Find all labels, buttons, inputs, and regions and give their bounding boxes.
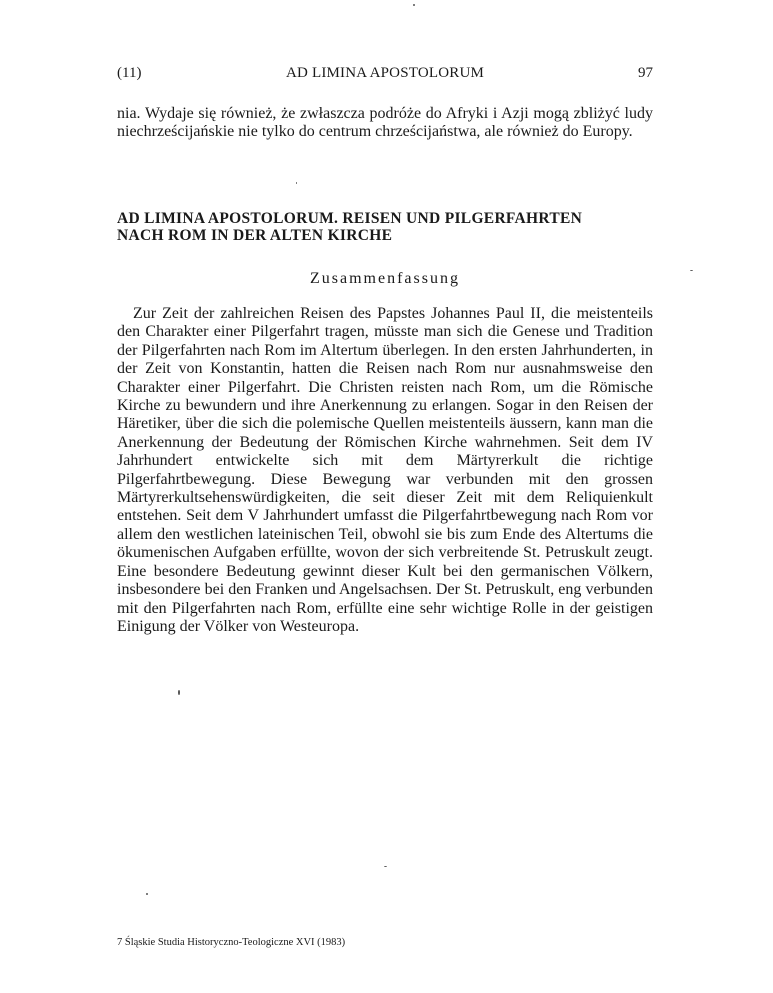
summary-heading: Zusammenfassung [310,270,460,287]
article-title-line-1: AD LIMINA APOSTOLORUM. REISEN UND PILGERFAHRTEN [117,210,583,227]
footnote: 7 Śląskie Studia Historyczno-Teologiczne XVI (1983) [117,937,346,948]
scan-speck [178,690,180,695]
running-header [117,65,653,85]
article-title-line-2: NACH ROM IN DER ALTEN KIRCHE [117,227,393,244]
scan-speck [296,182,297,184]
section-number: (11) [117,65,142,81]
summary-paragraph: Zur Zeit der zahlreichen Reisen des Papstes Johannes Paul II, die meistenteils den Charakter einer Pilgerfahrt tragen, müsste man sich die Genese und Tradition der Pilgerfahrten nach Rom im Altertum überlegen. In den ersten Jahrhunderten, in der Zeit von Konstantin, hatten die Reisen nach Rom nur ausnahmsweise den Charakter einer Pilgerfahrt. Die Christen reisten nach Rom, um die Römische Kirche zu bewundern und ihre Anerkennung zu erlangen. Sogar in den Reisen der Häretiker, über die sich die polemische Quellen meistenteils äussern, kann man die Anerkennung der Bedeutung der Römischen Kirche wahrnehmen. Seit dem IV Jahrhundert entwickelte sich mit dem Märtyrerkult die richtige Pilgerfahrtbewegung. Diese Bewegung war verbunden mit den grossen Märtyrerkultsehenswürdigkeiten, die seit dieser Zeit mit dem Reliquienkult entstehen. Seit dem V Jahrhundert umfasst die Pilgerfahrtbewegung nach Rom vor allem den westlichen lateinischen Teil, obwohl sie bis zum Ende des Altertums die ökumenischen Aufgaben erfüllte, wovon der sich verbreitende St. Petruskult zeugt. Eine besondere Bedeutung gewinnt dieser Kult bei den germanischen Völkern, insbesondere bei den Franken und Angelsachsen. Der St. Petruskult, eng verbunden mit den Pilgerfahrten nach Rom, erfüllte eine sehr wichtige Rolle in der geistigen Einigung der Völker von Westeuropa. [117,305,653,635]
intro-paragraph: nia. Wydaje się również, że zwłaszcza podróże do Afryki i Azji mogą zbliżyć ludy niechrześcijańskie nie tylko do centrum chrześcijaństwa, ale również do Europy. [117,105,653,141]
scan-speck [413,4,415,6]
page-number: 97 [638,65,653,81]
scan-speck [146,893,148,895]
scan-speck [690,270,693,271]
article-title [117,210,653,244]
running-title: AD LIMINA APOSTOLORUM [285,65,485,81]
scan-speck [384,866,387,867]
